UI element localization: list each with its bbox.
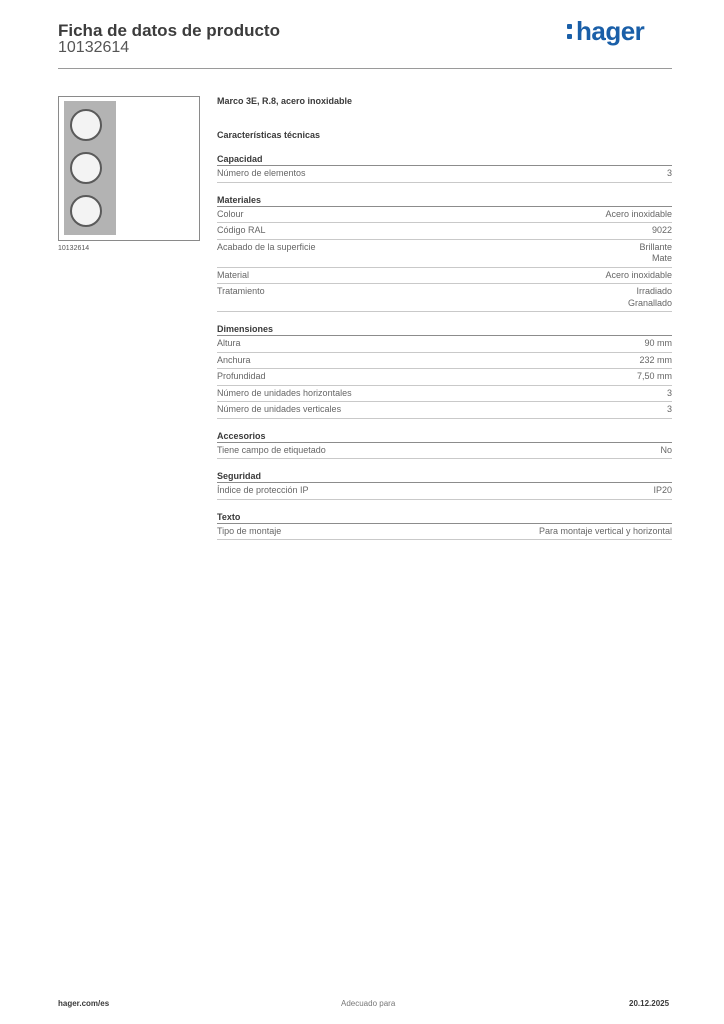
frame-opening-icon (70, 195, 102, 227)
spec-value-line: No (660, 444, 672, 455)
footer-note: Adecuado para (341, 999, 396, 1008)
spec-label: Número de unidades horizontales (217, 387, 352, 398)
spec-value-line: 90 mm (644, 338, 672, 348)
spec-label: Número de unidades verticales (217, 404, 342, 414)
spec-value (605, 209, 672, 221)
spec-value (667, 388, 672, 400)
spec-value (667, 168, 672, 180)
spec-value-line: 9022 (651, 225, 672, 235)
spec-value (639, 242, 672, 265)
spec-row (217, 284, 672, 312)
footer-date: 20.12.2025 (629, 999, 670, 1008)
spec-value (653, 485, 672, 497)
spec-row (217, 207, 672, 224)
spec-section (217, 512, 672, 541)
spec-row (217, 268, 672, 285)
section-title: Capacidad (217, 154, 672, 166)
spec-row (217, 386, 672, 403)
logo-dots-icon (567, 21, 574, 41)
section-title: Dimensiones (217, 324, 672, 336)
spec-label: Código RAL (217, 225, 266, 235)
spec-row (217, 240, 672, 268)
spec-label: Acabado de la superficie (217, 241, 316, 252)
spec-value-line: Mate (651, 253, 672, 263)
spec-label: Profundidad (217, 371, 266, 381)
section-title: Seguridad (217, 471, 672, 483)
spec-value (639, 355, 672, 367)
frame-opening-icon (70, 152, 102, 184)
spec-value-line: 3 (666, 404, 672, 414)
image-caption: 10132614 (58, 245, 90, 252)
spec-value-line: IP20 (653, 485, 672, 495)
spec-value-line: 3 (666, 387, 672, 398)
spec-value (660, 445, 672, 457)
spec-value (652, 225, 672, 237)
spec-label: Tratamiento (217, 286, 265, 296)
spec-section (217, 324, 672, 419)
spec-row (217, 443, 672, 460)
spec-content (217, 96, 672, 552)
spec-value-line: Acero inoxidable (605, 269, 672, 280)
spec-value (628, 286, 672, 309)
spec-value-line: 3 (666, 168, 672, 178)
spec-value-line: 7,50 mm (636, 371, 672, 381)
frame-plate-image (64, 101, 116, 235)
spec-label: Anchura (217, 354, 251, 365)
spec-label: Índice de protección IP (217, 485, 309, 495)
spec-label: Material (217, 269, 250, 280)
header-divider (58, 68, 672, 69)
spec-section (217, 195, 672, 313)
section-title: Texto (217, 512, 672, 524)
spec-row (217, 402, 672, 419)
spec-value-line: Para montaje vertical y horizontal (538, 525, 672, 536)
spec-label: Colour (217, 208, 244, 219)
spec-value-line: Acero inoxidable (605, 208, 672, 219)
spec-value (644, 338, 672, 350)
spec-row (217, 166, 672, 183)
frame-opening-icon (70, 109, 102, 141)
spec-section (217, 471, 672, 500)
spec-row (217, 524, 672, 541)
spec-sections (217, 154, 672, 540)
spec-value-line: 232 mm (639, 354, 672, 365)
spec-section (217, 431, 672, 460)
logo-text: hager (576, 16, 645, 46)
spec-value (637, 371, 672, 383)
spec-value (605, 270, 672, 282)
spec-value-line: Brillante (639, 241, 672, 252)
section-title: Accesorios (217, 431, 672, 443)
spec-value (539, 526, 672, 538)
spec-label: Altura (217, 338, 241, 348)
technical-characteristics-title: Características técnicas (217, 130, 321, 140)
spec-section (217, 154, 672, 183)
spec-label: Tipo de montaje (217, 525, 282, 536)
section-title: Materiales (217, 195, 672, 207)
spec-label: Tiene campo de etiquetado (217, 444, 326, 455)
spec-row (217, 223, 672, 240)
spec-row (217, 483, 672, 500)
spec-label: Número de elementos (217, 168, 306, 178)
spec-value (667, 404, 672, 416)
product-image (58, 96, 200, 241)
product-name: Marco 3E, R.8, acero inoxidable (217, 96, 353, 106)
footer-website: hager.com/es (58, 999, 110, 1008)
spec-row (217, 369, 672, 386)
product-code: 10132614 (58, 39, 130, 56)
page-title: Ficha de datos de producto (58, 21, 280, 40)
spec-row (217, 353, 672, 370)
spec-value-line: Granallado (627, 297, 672, 308)
spec-value-line: Irradiado (636, 286, 672, 296)
spec-row (217, 336, 672, 353)
hager-logo (567, 16, 644, 47)
